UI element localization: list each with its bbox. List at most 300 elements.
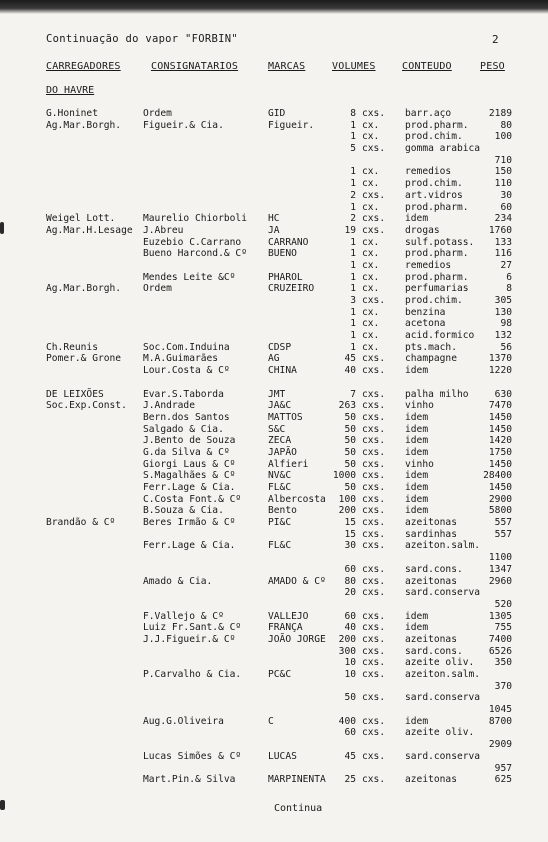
table-row [0, 190, 548, 202]
table-row [0, 400, 548, 412]
consignee-cell: Mendes Leite &Cº [143, 271, 236, 283]
content-cell: vinho [405, 458, 434, 470]
volume-qty-cell: 2 [350, 189, 356, 201]
volume-unit-cell: cxs. [362, 622, 386, 634]
content-cell: prod.chim. [405, 295, 463, 306]
content-cell: sard.conserva [405, 750, 481, 762]
table-row [0, 166, 548, 178]
consignee-cell: Salgado & Cia. [143, 423, 224, 435]
volume-unit-cell: cx. [362, 318, 380, 330]
content-cell: idem [405, 482, 429, 493]
consignee-cell: C.Costa Font.& Cº [143, 493, 242, 505]
weight-cell: 1450 [488, 458, 512, 470]
mark-cell: S&C [268, 423, 286, 435]
content-cell: champagne [405, 353, 457, 365]
volume-unit-cell: cxs. [362, 411, 386, 423]
content-cell: acetona [405, 318, 446, 330]
mark-cell: Alfieri [268, 458, 309, 470]
volume-unit-cell: cx. [362, 341, 380, 353]
weight-cell: 1750 [488, 446, 512, 458]
mark-cell: MATTOS [268, 411, 303, 423]
mark-cell: CDSP [268, 341, 292, 353]
weight-cell: 6 [506, 271, 512, 283]
content-cell: azeiton.salm. [405, 540, 481, 552]
weight-cell: 130 [494, 306, 512, 318]
volume-unit-cell: cx. [362, 201, 380, 213]
weight-cell: 1045 [488, 704, 512, 716]
volume-unit-cell: cxs. [362, 645, 386, 657]
mark-cell: JA&C [268, 400, 292, 412]
volume-unit-cell: cxs. [362, 213, 386, 225]
volume-qty-cell: 100 [338, 493, 356, 505]
mark-cell: NV&C [268, 470, 292, 482]
volume-qty-cell: 1 [350, 166, 356, 178]
volume-unit-cell: cx. [362, 259, 380, 271]
mark-cell: CHINA [268, 365, 297, 377]
shipper-cell: Ag.Mar.H.Lesage [46, 224, 133, 236]
content-cell: sard.cons. [405, 645, 463, 657]
mark-cell: CRUZEIRO [268, 283, 315, 295]
table-row [0, 681, 548, 693]
content-cell: idem [405, 470, 429, 482]
mark-cell: AG [268, 353, 280, 365]
volume-unit-cell: cxs. [362, 224, 386, 236]
weight-cell: 150 [494, 166, 512, 178]
column-header-weight: PESO [480, 61, 505, 72]
table-row [0, 377, 548, 389]
weight-cell: 7400 [488, 633, 512, 645]
volume-qty-cell: 1000 [332, 470, 356, 482]
table-row [0, 318, 548, 330]
weight-cell: 28400 [483, 470, 512, 482]
consignee-cell: J.J.Figueir.& Cº [143, 633, 236, 645]
page-number: 2 [492, 33, 499, 46]
shipper-cell: Ch.Reunis [46, 341, 98, 353]
weight-cell: 116 [494, 248, 512, 260]
shipper-cell: DE LEIXÕES [46, 388, 104, 400]
mark-cell: VALLEJO [268, 610, 309, 622]
volume-qty-cell: 60 [344, 727, 356, 739]
volume-qty-cell: 30 [344, 540, 356, 552]
mark-cell: JOÃO JORGE [268, 633, 326, 645]
weight-cell: 710 [494, 154, 512, 166]
consignee-cell: Ferr.Lage & Cia. [143, 540, 236, 552]
volume-unit-cell: cxs. [362, 470, 386, 482]
consignee-cell: Aug.G.Oliveira [143, 715, 224, 727]
content-cell: prod.chim. [405, 178, 463, 190]
weight-cell: 100 [494, 131, 512, 143]
table-row [0, 669, 548, 681]
table-row [0, 272, 548, 284]
content-cell: idem [405, 610, 429, 622]
mark-cell: AMADO & Cº [268, 575, 326, 587]
weight-cell: 557 [494, 528, 512, 540]
volume-qty-cell: 2 [350, 213, 356, 225]
volume-unit-cell: cxs. [362, 435, 386, 447]
section-heading-do-havre: DO HAVRE [46, 85, 95, 96]
weight-cell: 630 [494, 388, 512, 400]
volume-qty-cell: 1 [350, 119, 356, 131]
mark-cell: GID [268, 108, 286, 119]
mark-cell: Bento [268, 505, 297, 517]
content-cell: gomma arabica [405, 143, 481, 155]
consignee-cell: Bern.dos Santos [143, 411, 230, 423]
table-row [0, 470, 548, 482]
column-header-marks: MARCAS [268, 61, 306, 72]
content-cell: pts.mach. [405, 341, 457, 353]
column-header-volumes: VOLUMES [332, 61, 376, 72]
volume-qty-cell: 50 [344, 692, 356, 704]
mark-cell: Figueir. [268, 119, 315, 131]
table-row [0, 692, 548, 704]
content-cell: barr.aço [405, 108, 452, 119]
content-cell: perfumarias [405, 283, 469, 295]
weight-cell: 7470 [488, 400, 512, 412]
table-row [0, 646, 548, 658]
table-row [0, 622, 548, 634]
volume-qty-cell: 1 [350, 330, 356, 342]
mark-cell: PI&C [268, 517, 292, 529]
table-row [0, 295, 548, 307]
volume-qty-cell: 1 [350, 236, 356, 248]
volume-unit-cell: cx. [362, 248, 380, 260]
content-cell: idem [405, 446, 429, 458]
volume-qty-cell: 1 [350, 178, 356, 190]
consignee-cell: J.Andrade [143, 400, 195, 412]
volume-qty-cell: 7 [350, 388, 356, 400]
table-row [0, 225, 548, 237]
content-cell: sard.conserva [405, 692, 481, 704]
table-row [0, 576, 548, 588]
weight-cell: 132 [494, 330, 512, 342]
volume-unit-cell: cx. [362, 119, 380, 131]
weight-cell: 1420 [488, 435, 512, 447]
table-row [0, 599, 548, 611]
table-row [0, 657, 548, 669]
volume-qty-cell: 400 [338, 715, 356, 727]
weight-cell: 1760 [488, 224, 512, 236]
volume-unit-cell: cxs. [362, 774, 386, 786]
content-cell: remedios [405, 166, 452, 178]
consignee-cell: Evar.S.Taborda [143, 388, 224, 400]
mark-cell: JAPÃO [268, 446, 297, 458]
shipper-cell: Ag.Mar.Borgh. [46, 283, 122, 295]
volume-unit-cell: cxs. [362, 365, 386, 377]
consignee-cell: Bueno Harcond.& Cº [143, 248, 247, 260]
table-row [0, 494, 548, 506]
table-row [0, 739, 548, 751]
volume-unit-cell: cxs. [362, 388, 386, 400]
volume-qty-cell: 263 [338, 400, 356, 412]
consignee-cell: Lour.Costa & Cº [143, 365, 230, 377]
content-cell: idem [405, 505, 429, 517]
content-cell: idem [405, 622, 429, 634]
mark-cell: FL&C [268, 482, 292, 493]
volume-unit-cell: cxs. [362, 517, 386, 529]
volume-unit-cell: cxs. [362, 353, 386, 365]
weight-cell: 1347 [488, 563, 512, 575]
volume-qty-cell: 1 [350, 271, 356, 283]
content-cell: acid.formico [405, 330, 475, 342]
volume-qty-cell: 40 [344, 365, 356, 377]
volume-unit-cell: cxs. [362, 189, 386, 201]
consignee-cell: B.Souza & Cia. [143, 505, 224, 517]
volume-qty-cell: 19 [344, 224, 356, 236]
table-row [0, 283, 548, 295]
table-row [0, 517, 548, 529]
document-title: Continuação do vapor "FORBIN" [46, 33, 239, 45]
volume-unit-cell: cxs. [362, 575, 386, 587]
table-row [0, 435, 548, 447]
volume-unit-cell: cx. [362, 306, 380, 318]
volume-unit-cell: cxs. [362, 528, 386, 540]
volume-qty-cell: 40 [344, 622, 356, 634]
volume-qty-cell: 60 [344, 563, 356, 575]
volume-qty-cell: 10 [344, 657, 356, 669]
table-row [0, 237, 548, 249]
weight-cell: 350 [494, 657, 512, 669]
volume-unit-cell: cxs. [362, 400, 386, 412]
weight-cell: 2960 [488, 575, 512, 587]
table-row [0, 213, 548, 225]
volume-unit-cell: cxs. [362, 657, 386, 669]
content-cell: idem [405, 213, 429, 225]
consignee-cell: F.Vallejo & Cº [143, 610, 224, 622]
mark-cell: MARPINENTA [268, 774, 326, 786]
consignee-cell: Figueir.& Cia. [143, 119, 224, 131]
mark-cell: LUCAS [268, 750, 297, 762]
volume-qty-cell: 1 [350, 341, 356, 353]
table-row [0, 774, 548, 786]
consignee-cell: Giorgi Laus & Cº [143, 458, 236, 470]
volume-unit-cell: cxs. [362, 715, 386, 727]
weight-cell: 520 [494, 598, 512, 610]
volume-qty-cell: 20 [344, 587, 356, 599]
weight-cell: 557 [494, 517, 512, 529]
volume-unit-cell: cxs. [362, 505, 386, 517]
mark-cell: JMT [268, 388, 286, 400]
volume-unit-cell: cxs. [362, 633, 386, 645]
content-cell: idem [405, 493, 429, 505]
content-cell: prod.pharm. [405, 201, 469, 213]
content-cell: idem [405, 411, 429, 423]
consignee-cell: J.Bento de Souza [143, 435, 236, 447]
weight-cell: 1370 [488, 353, 512, 365]
table-row [0, 202, 548, 214]
volume-qty-cell: 200 [338, 505, 356, 517]
mark-cell: BUENO [268, 248, 297, 260]
mark-cell: Albercosta [268, 493, 326, 505]
table-row [0, 564, 548, 576]
weight-cell: 1220 [488, 365, 512, 377]
volume-qty-cell: 1 [350, 259, 356, 271]
continua-label: Continua [274, 803, 323, 814]
consignee-cell: G.da Silva & Cº [143, 446, 230, 458]
volume-qty-cell: 50 [344, 423, 356, 435]
table-row [0, 727, 548, 739]
volume-qty-cell: 1 [350, 248, 356, 260]
table-row [0, 447, 548, 459]
table-row [0, 482, 548, 494]
table-row [0, 505, 548, 517]
weight-cell: 1450 [488, 482, 512, 493]
table-row [0, 611, 548, 623]
consignee-cell: Ferr.Lage & Cia. [143, 482, 236, 493]
consignee-cell: M.A.Guimarães [143, 353, 219, 365]
volume-qty-cell: 1 [350, 283, 356, 295]
weight-cell: 1305 [488, 610, 512, 622]
volume-qty-cell: 3 [350, 295, 356, 306]
volume-unit-cell: cxs. [362, 493, 386, 505]
weight-cell: 305 [494, 295, 512, 306]
table-row [0, 120, 548, 132]
consignee-cell: P.Carvalho & Cia. [143, 669, 242, 680]
weight-cell: 110 [494, 178, 512, 190]
table-row [0, 424, 548, 436]
weight-cell: 625 [494, 774, 512, 786]
content-cell: azeitonas [405, 633, 457, 645]
content-cell: prod.chim. [405, 131, 463, 143]
weight-cell: 133 [494, 236, 512, 248]
volume-unit-cell: cxs. [362, 563, 386, 575]
weight-cell: 56 [500, 341, 512, 353]
volume-qty-cell: 10 [344, 669, 356, 680]
content-cell: vinho [405, 400, 434, 412]
table-row [0, 540, 548, 552]
consignee-cell: Ordem [143, 283, 172, 295]
consignee-cell: Ordem [143, 108, 172, 119]
volume-unit-cell: cx. [362, 178, 380, 190]
consignee-cell: Luiz Fr.Sant.& Cº [143, 622, 242, 634]
consignee-cell: Maurelio Chiorboli [143, 213, 247, 225]
volume-qty-cell: 25 [344, 774, 356, 786]
volume-unit-cell: cxs. [362, 446, 386, 458]
content-cell: idem [405, 715, 429, 727]
volume-unit-cell: cxs. [362, 458, 386, 470]
weight-cell: 1450 [488, 423, 512, 435]
volume-qty-cell: 5 [350, 143, 356, 155]
volume-unit-cell: cx. [362, 271, 380, 283]
weight-cell: 370 [494, 680, 512, 692]
content-cell: idem [405, 435, 429, 447]
content-cell: palha milho [405, 388, 469, 400]
volume-unit-cell: cxs. [362, 108, 386, 119]
table-row [0, 552, 548, 564]
table-row [0, 365, 548, 377]
shipper-cell: Ag.Mar.Borgh. [46, 119, 122, 131]
weight-cell: 6526 [488, 645, 512, 657]
table-row [0, 143, 548, 155]
table-row [0, 751, 548, 763]
volume-unit-cell: cx. [362, 330, 380, 342]
volume-unit-cell: cxs. [362, 727, 386, 739]
mark-cell: HC [268, 213, 280, 225]
table-row [0, 763, 548, 775]
volume-unit-cell: cxs. [362, 423, 386, 435]
volume-qty-cell: 50 [344, 446, 356, 458]
volume-unit-cell: cx. [362, 236, 380, 248]
volume-unit-cell: cx. [362, 131, 380, 143]
mark-cell: PHAROL [268, 271, 303, 283]
volume-qty-cell: 50 [344, 482, 356, 493]
consignee-cell: Soc.Com.Induina [143, 341, 230, 353]
volume-unit-cell: cxs. [362, 482, 386, 493]
content-cell: drogas [405, 224, 440, 236]
weight-cell: 1450 [488, 411, 512, 423]
volume-qty-cell: 15 [344, 528, 356, 540]
table-row [0, 412, 548, 424]
volume-qty-cell: 15 [344, 517, 356, 529]
volume-unit-cell: cxs. [362, 750, 386, 762]
volume-unit-cell: cxs. [362, 143, 386, 155]
table-row [0, 178, 548, 190]
scan-top-edge [0, 0, 548, 14]
volume-qty-cell: 50 [344, 411, 356, 423]
mark-cell: JA [268, 224, 280, 236]
table-row [0, 389, 548, 401]
content-cell: idem [405, 365, 429, 377]
mark-cell: FRANÇA [268, 622, 303, 634]
table-row [0, 459, 548, 471]
weight-cell: 98 [500, 318, 512, 330]
weight-cell: 2909 [488, 739, 512, 751]
weight-cell: 8 [506, 283, 512, 295]
content-cell: art.vidros [405, 189, 463, 201]
content-cell: idem [405, 423, 429, 435]
content-cell: prod.pharm. [405, 119, 469, 131]
content-cell: sard.conserva [405, 587, 481, 599]
consignee-cell: Mart.Pin.& Silva [143, 774, 236, 786]
table-row [0, 587, 548, 599]
consignee-cell: Beres Irmão & Cº [143, 517, 236, 529]
column-header-contents: CONTEUDO [402, 61, 452, 72]
volume-unit-cell: cx. [362, 283, 380, 295]
table-row [0, 155, 548, 167]
weight-cell: 957 [494, 762, 512, 774]
table-row [0, 307, 548, 319]
mark-cell: C [268, 715, 274, 727]
volume-unit-cell: cx. [362, 166, 380, 178]
weight-cell: 8700 [488, 715, 512, 727]
content-cell: azeite oliv. [405, 727, 475, 739]
volume-qty-cell: 50 [344, 435, 356, 447]
shipper-cell: G.Honinet [46, 108, 98, 119]
volume-unit-cell: cxs. [362, 540, 386, 552]
content-cell: prod.pharm. [405, 248, 469, 260]
volume-qty-cell: 200 [338, 633, 356, 645]
shipper-cell: Soc.Exp.Const. [46, 400, 127, 412]
weight-cell: 30 [500, 189, 512, 201]
content-cell: prod.pharm. [405, 271, 469, 283]
weight-cell: 5800 [488, 505, 512, 517]
volume-unit-cell: cxs. [362, 295, 386, 306]
table-row [0, 342, 548, 354]
content-cell: benzina [405, 306, 446, 318]
volume-qty-cell: 45 [344, 750, 356, 762]
mark-cell: PC&C [268, 669, 292, 680]
volume-unit-cell: cxs. [362, 692, 386, 704]
table-row [0, 108, 548, 120]
table-row [0, 248, 548, 260]
weight-cell: 80 [500, 119, 512, 131]
consignee-cell: S.Magalhães & Cº [143, 470, 236, 482]
shipper-cell: Brandão & Cº [46, 517, 116, 529]
volume-unit-cell: cxs. [362, 610, 386, 622]
content-cell: azeite oliv. [405, 657, 475, 669]
content-cell: azeitonas [405, 774, 457, 786]
table-row [0, 353, 548, 365]
volume-qty-cell: 50 [344, 458, 356, 470]
